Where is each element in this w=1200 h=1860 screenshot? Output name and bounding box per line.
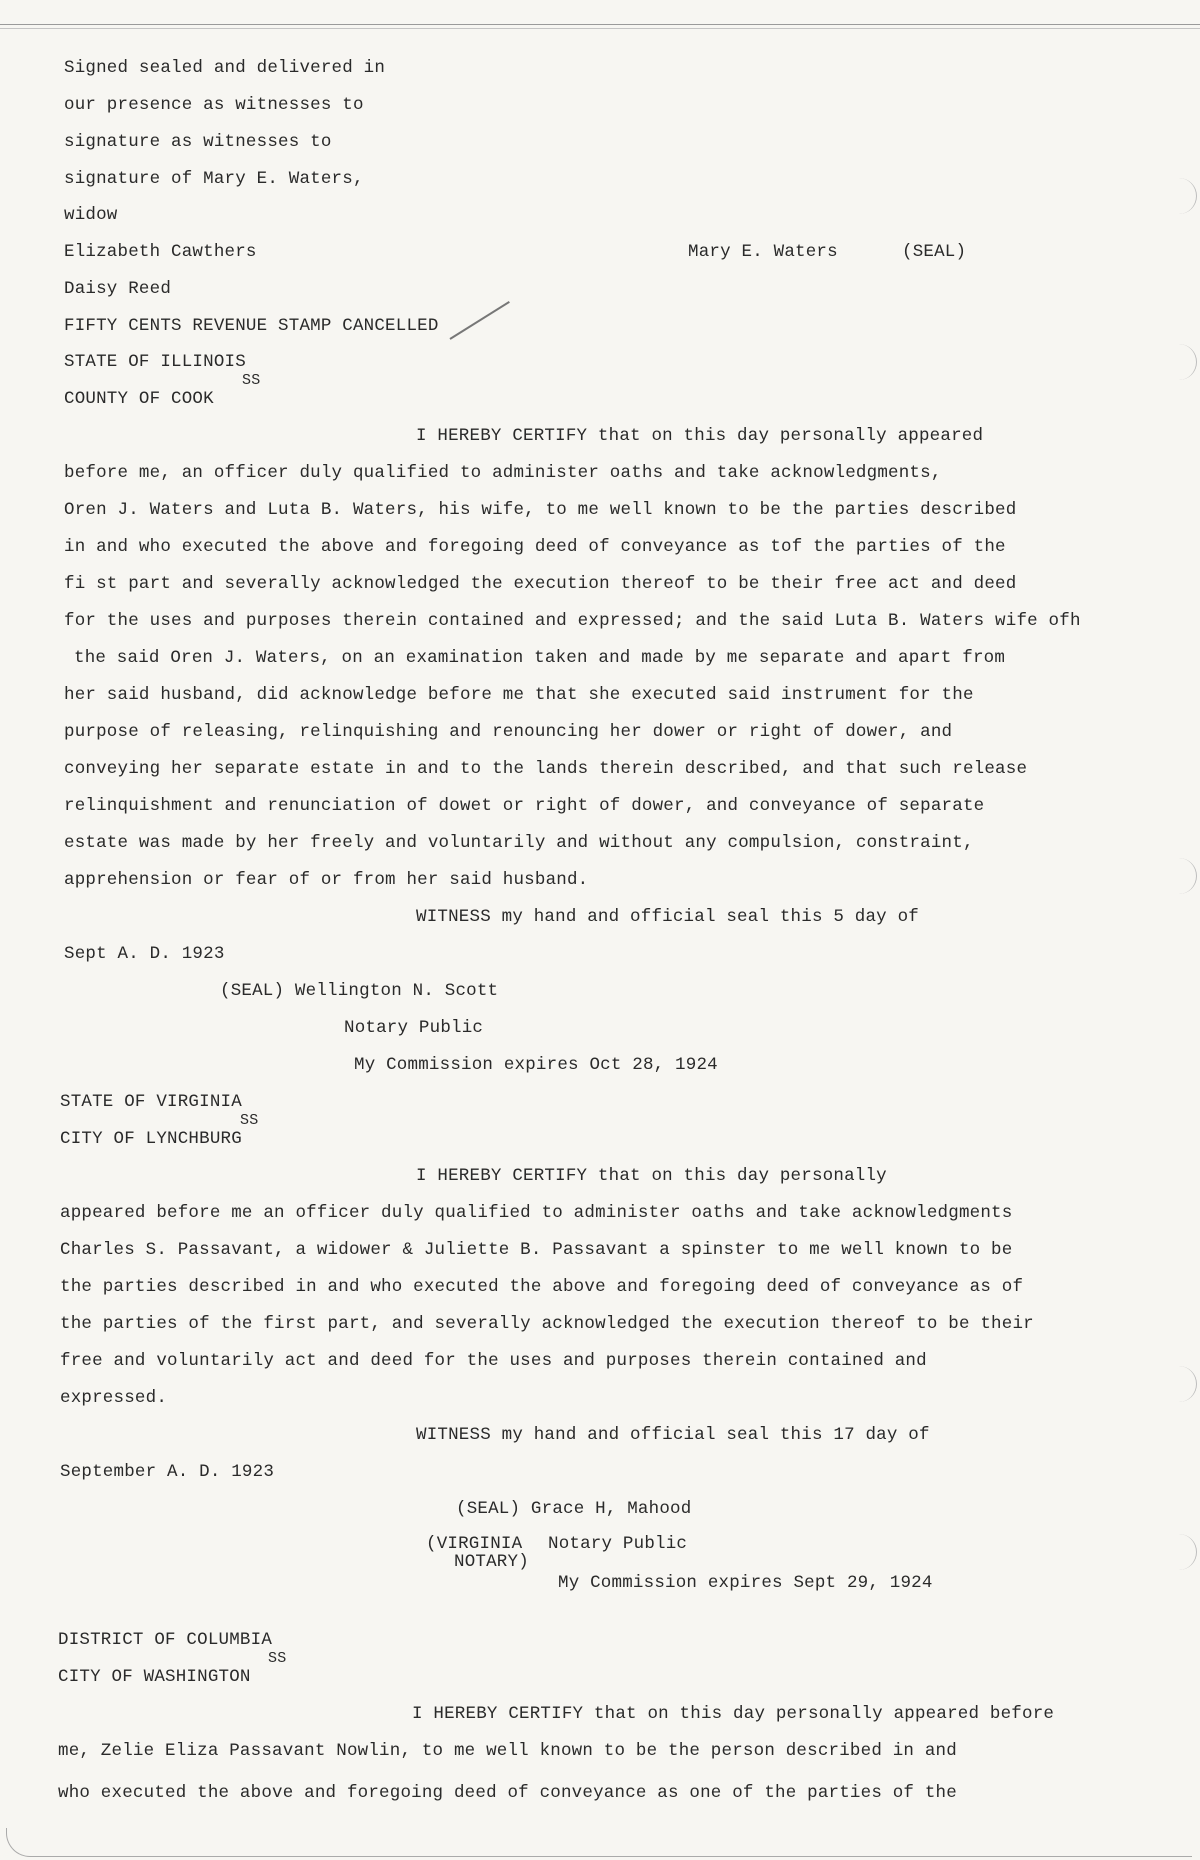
text-line: signature of Mary E. Waters, — [64, 169, 364, 189]
text-line: SS — [242, 372, 261, 389]
text-line: purpose of releasing, relinquishing and renouncing her dower or right of dower, and — [64, 722, 953, 742]
text-line: for the uses and purposes therein contained and expressed; and the said Luta B. Waters wife ofh — [64, 611, 1081, 631]
stamp-cancel-mark — [449, 301, 509, 340]
text-line: SS — [240, 1112, 259, 1129]
text-line: Daisy Reed — [64, 279, 172, 299]
text-line: CITY OF WASHINGTON — [58, 1667, 251, 1687]
text-line: the parties of the first part, and severally acknowledged the execution thereof to be their — [60, 1314, 1034, 1334]
text-line: the parties described in and who executed the above and foregoing deed of conveyance as of — [60, 1277, 1024, 1297]
text-line: My Commission expires Oct 28, 1924 — [354, 1055, 718, 1075]
text-line: signature as witnesses to — [64, 132, 332, 152]
top-rule — [0, 24, 1200, 25]
text-line: estate was made by her freely and voluntarily and without any compulsion, constraint, — [64, 833, 974, 853]
text-line: Sept A. D. 1923 — [64, 944, 225, 964]
text-line: widow — [64, 205, 118, 225]
text-line: I HEREBY CERTIFY that on this day personally appeared — [416, 426, 984, 446]
text-line: (SEAL) Grace H, Mahood — [456, 1499, 692, 1519]
text-line: who executed the above and foregoing deed of conveyance as one of the parties of the — [58, 1783, 957, 1803]
text-line: NOTARY) — [454, 1552, 529, 1572]
text-line: FIFTY CENTS REVENUE STAMP CANCELLED — [64, 316, 439, 336]
text-line: I HEREBY CERTIFY that on this day personally appeared before — [412, 1704, 1055, 1724]
text-line: appeared before me an officer duly qualified to administer oaths and take acknowledgments — [60, 1203, 1013, 1223]
text-line: DISTRICT OF COLUMBIA — [58, 1630, 273, 1650]
text-line: Notary Public — [548, 1534, 688, 1554]
binder-hole — [1166, 858, 1197, 894]
text-line: Charles S. Passavant, a widower & Juliette B. Passavant a spinster to me well known to be — [60, 1240, 1013, 1260]
text-line: our presence as witnesses to — [64, 95, 364, 115]
text-line: (SEAL) — [902, 242, 967, 262]
text-line: STATE OF ILLINOIS — [64, 352, 246, 372]
text-line: WITNESS my hand and official seal this 5 day of — [416, 907, 919, 927]
text-line: conveying her separate estate in and to the lands therein described, and that such release — [64, 759, 1028, 779]
text-line: CITY OF LYNCHBURG — [60, 1129, 242, 1149]
binder-hole — [1166, 1366, 1197, 1402]
binder-hole — [1166, 1534, 1197, 1570]
text-line: I HEREBY CERTIFY that on this day personally — [416, 1166, 887, 1186]
text-line: Notary Public — [344, 1018, 484, 1038]
text-line: Oren J. Waters and Luta B. Waters, his wife, to me well known to be the parties described — [64, 500, 1017, 520]
text-line: My Commission expires Sept 29, 1924 — [558, 1573, 933, 1593]
binder-hole — [1166, 344, 1197, 380]
text-line: free and voluntarily act and deed for the uses and purposes therein contained and — [60, 1351, 927, 1371]
text-line: WITNESS my hand and official seal this 17 day of — [416, 1425, 930, 1445]
text-line: in and who executed the above and foregoing deed of conveyance as tof the parties of the — [64, 537, 1006, 557]
text-line: expressed. — [60, 1388, 168, 1408]
text-line: STATE OF VIRGINIA — [60, 1092, 242, 1112]
text-line: (SEAL) Wellington N. Scott — [220, 981, 499, 1001]
top-rule-secondary — [0, 28, 1200, 29]
text-line: apprehension or fear of or from her said husband. — [64, 870, 589, 890]
text-line: her said husband, did acknowledge before me that she executed said instrument for the — [64, 685, 974, 705]
text-line: Mary E. Waters — [688, 242, 838, 262]
text-line: Elizabeth Cawthers — [64, 242, 257, 262]
text-line: (VIRGINIA — [426, 1534, 523, 1554]
binder-hole — [1166, 178, 1197, 214]
text-line: fi st part and severally acknowledged the execution thereof to be their free act and deed — [64, 574, 1017, 594]
text-line: me, Zelie Eliza Passavant Nowlin, to me well known to be the person described in and — [58, 1741, 957, 1761]
text-line: COUNTY OF COOK — [64, 389, 214, 409]
text-line: SS — [268, 1650, 287, 1667]
text-line: before me, an officer duly qualified to administer oaths and take acknowledgments, — [64, 463, 942, 483]
page-edge — [6, 1828, 1192, 1857]
text-line: Signed sealed and delivered in — [64, 58, 386, 78]
text-line: September A. D. 1923 — [60, 1462, 275, 1482]
text-line: relinquishment and renunciation of dowet or right of dower, and conveyance of separate — [64, 796, 985, 816]
text-line: the said Oren J. Waters, on an examination taken and made by me separate and apart from — [74, 648, 1006, 668]
